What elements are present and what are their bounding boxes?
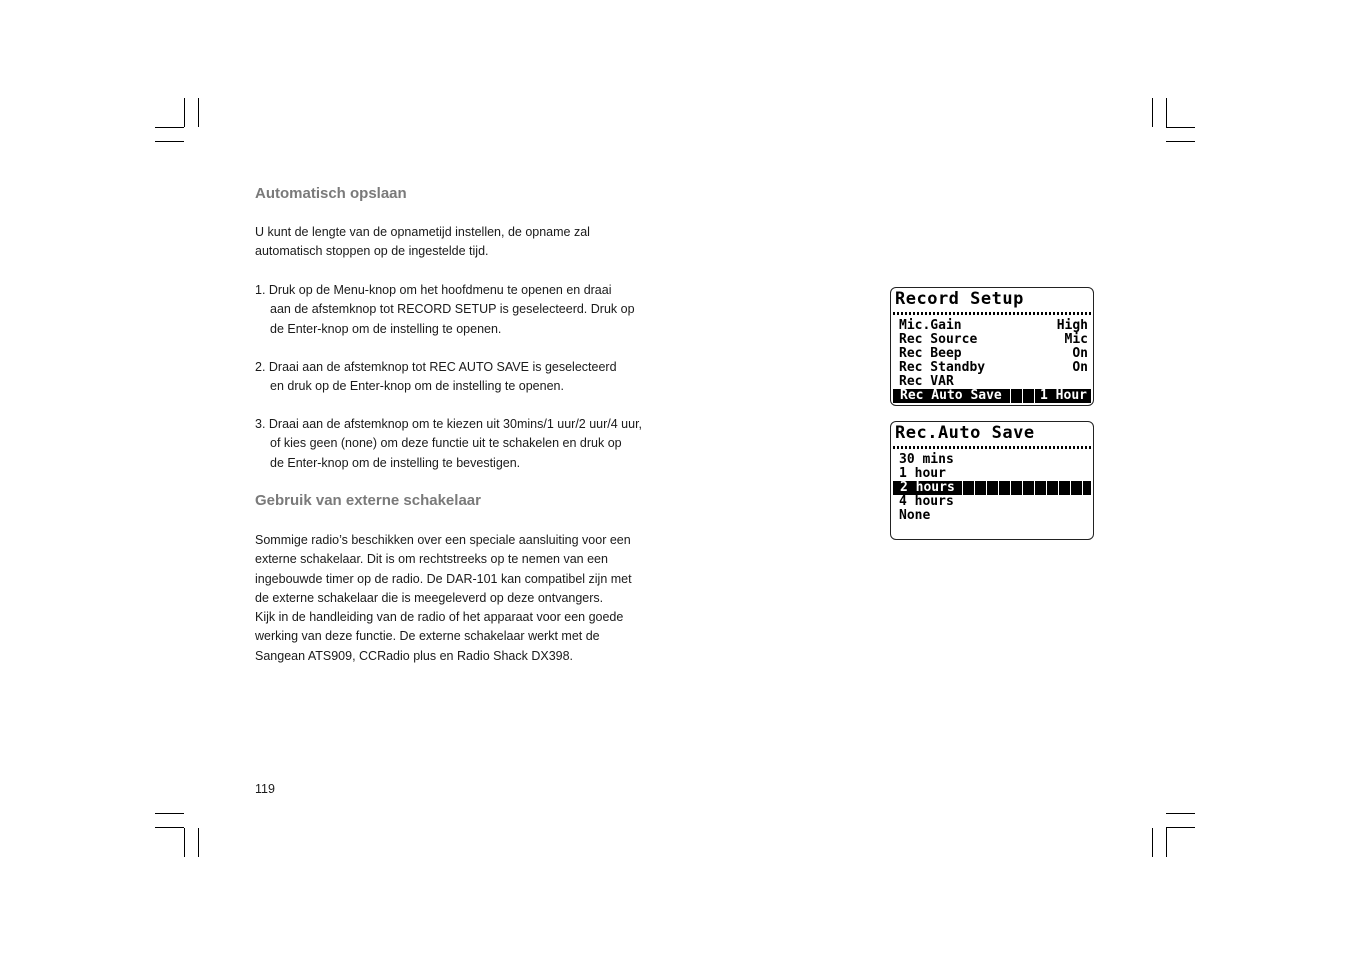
lcd-item-value: Mic (1064, 332, 1088, 347)
lcd-item-label: Rec VAR (899, 374, 954, 389)
text-line: Sommige radio’s beschikken over een speciale aansluiting voor een (255, 533, 631, 547)
lcd-item-label: Rec Standby (899, 360, 986, 375)
lcd-menu-item (893, 319, 1091, 333)
lcd-separator (893, 446, 1091, 449)
lcd-item-label: None (899, 508, 931, 523)
text-line: de Enter-knop om de instelling te openen. (270, 321, 502, 336)
lcd-item-label: 4 hours (899, 494, 954, 509)
text-line: of kies geen (none) om deze functie uit te schakelen en druk op (270, 436, 622, 451)
text-line: en druk op de Enter-knop om de instelling te openen. (270, 379, 564, 394)
text-line: U kunt de lengte van de opnametijd instellen, de opname zal (255, 225, 590, 239)
text-line: aan de afstemknop tot RECORD SETUP is geselecteerd. Druk op (270, 302, 635, 317)
text-line: externe schakelaar. Dit is om rechtstreeks op te nemen van een (255, 552, 608, 567)
lcd-item-label: 2 hours (900, 480, 955, 495)
lcd-item-value: On (1072, 346, 1088, 361)
text-line: 3. Draai aan de afstemknop om te kiezen uit 30mins/1 uur/2 uur/4 uur, (255, 417, 643, 431)
lcd-menu-item (893, 361, 1091, 375)
lcd-item-label: 1 hour (899, 466, 946, 481)
text-line: de Enter-knop om de instelling te bevestigen. (270, 455, 521, 470)
step-1 (255, 281, 635, 339)
lcd-menu-item (893, 375, 1091, 389)
section-heading-auto-save: Automatisch opslaan (255, 185, 407, 202)
lcd-item-label: Rec Auto Save (900, 388, 1002, 403)
lcd-item-label: Rec Source (899, 332, 978, 347)
intro-paragraph (255, 223, 590, 262)
lcd-item-label: 30 mins (899, 452, 954, 467)
text-line: Sangean ATS909, CCRadio plus en Radio Shack DX398. (255, 648, 574, 663)
lcd-title: Rec.Auto Save (895, 423, 1035, 443)
lcd-item-value: High (1056, 318, 1088, 333)
lcd-title: Record Setup (895, 289, 1024, 309)
lcd-item-value: On (1072, 360, 1088, 375)
lcd-record-setup (890, 287, 1094, 406)
lcd-menu-item (893, 453, 1091, 467)
lcd-menu-item-selected (893, 389, 1091, 403)
lcd-menu-item (893, 509, 1091, 523)
text-line: Kijk in de handleiding van de radio of het apparaat voor een goede (255, 610, 624, 625)
lcd-menu-item (893, 467, 1091, 481)
step-2 (255, 358, 617, 397)
lcd-menu-item (893, 347, 1091, 361)
lcd-rec-auto-save (890, 421, 1094, 540)
text-line: ingebouwde timer op de radio. De DAR-101 kan compatibel zijn met (255, 571, 632, 586)
lcd-menu-item-selected (893, 481, 1091, 495)
lcd-item-label: Rec Beep (899, 346, 962, 361)
step-3 (255, 415, 642, 473)
lcd-item-value: 1 Hour (1040, 388, 1087, 403)
text-line: 2. Draai aan de afstemknop tot REC AUTO SAVE is geselecteerd (255, 360, 617, 374)
text-line: de externe schakelaar die is meegeleverd op deze ontvangers. (255, 590, 604, 605)
text-line: automatisch stoppen op de ingestelde tijd. (255, 244, 489, 259)
lcd-menu-item (893, 495, 1091, 509)
text-line: werking van deze functie. De externe schakelaar werkt met de (255, 629, 600, 644)
section-heading-external-switch: Gebruik van externe schakelaar (255, 492, 481, 509)
text-line: 1. Druk op de Menu-knop om het hoofdmenu te openen en draai (255, 283, 612, 297)
external-switch-paragraph (255, 531, 632, 666)
lcd-item-label: Mic.Gain (899, 318, 962, 333)
page-number: 119 (255, 782, 275, 796)
lcd-separator (893, 312, 1091, 315)
lcd-menu-item (893, 333, 1091, 347)
